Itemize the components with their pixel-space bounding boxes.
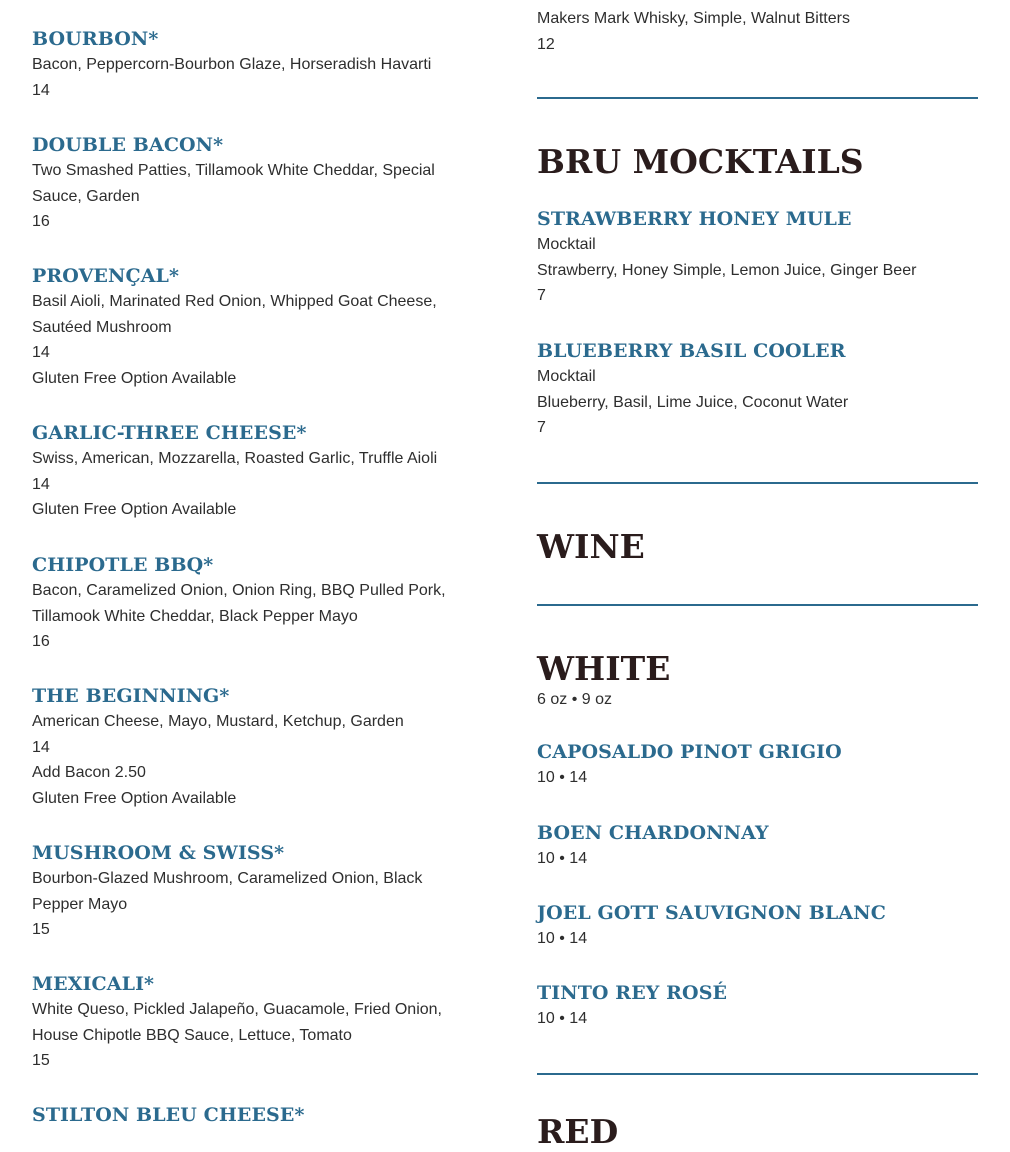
item-description: Bacon, Caramelized Onion, Onion Ring, BBQ Pulled Pork, bbox=[32, 582, 446, 599]
item-description: Bacon, Peppercorn-Bourbon Glaze, Horseradish Havarti bbox=[32, 56, 432, 73]
item-price: 10 • 14 bbox=[537, 769, 588, 786]
item-note: Gluten Free Option Available bbox=[32, 789, 237, 807]
item-title: MEXICALI* bbox=[32, 973, 155, 995]
item-description: Strawberry, Honey Simple, Lemon Juice, Ginger Beer bbox=[537, 261, 917, 279]
item-description: White Queso, Pickled Jalapeño, Guacamole, Fried Onion, bbox=[32, 1001, 442, 1018]
menu-item-strawberry-honey-mule bbox=[537, 206, 978, 309]
section-title-wine: WINE bbox=[537, 527, 645, 566]
item-note: Gluten Free Option Available bbox=[32, 369, 237, 387]
menu-item-tinto-rey-rose bbox=[537, 980, 978, 1032]
section-divider bbox=[537, 482, 978, 484]
item-price: 14 bbox=[32, 475, 50, 493]
item-price: 10 • 14 bbox=[537, 930, 588, 947]
item-description: Makers Mark Whisky, Simple, Walnut Bitters bbox=[537, 10, 850, 27]
menu-item-mushroom-swiss bbox=[32, 840, 472, 943]
menu-item-mexicali bbox=[32, 971, 472, 1074]
item-description: Tillamook White Cheddar, Black Pepper Mayo bbox=[32, 607, 358, 625]
item-title: DOUBLE BACON* bbox=[32, 134, 224, 156]
item-title: CHIPOTLE BBQ* bbox=[32, 554, 214, 576]
item-price: 7 bbox=[537, 287, 546, 304]
item-note: Gluten Free Option Available bbox=[32, 501, 237, 518]
menu-item-provencal bbox=[32, 263, 472, 391]
menu-item-boen-chardonnay bbox=[537, 820, 978, 872]
section-title-white: WHITE bbox=[537, 649, 671, 688]
menu-item-blueberry-basil-cooler bbox=[537, 338, 978, 441]
item-price: 7 bbox=[537, 419, 546, 436]
section-title-red: RED bbox=[537, 1112, 619, 1151]
item-addon: Add Bacon 2.50 bbox=[32, 764, 146, 781]
item-description: Basil Aioli, Marinated Red Onion, Whipped Goat Cheese, bbox=[32, 293, 437, 310]
item-title: THE BEGINNING* bbox=[32, 685, 230, 707]
item-price: 16 bbox=[32, 213, 50, 230]
item-title: STRAWBERRY HONEY MULE bbox=[537, 208, 852, 230]
item-type: Mocktail bbox=[537, 236, 596, 253]
item-description: Blueberry, Basil, Lime Juice, Coconut Water bbox=[537, 393, 849, 411]
item-price: 10 • 14 bbox=[537, 1010, 588, 1027]
item-title: CAPOSALDO PINOT GRIGIO bbox=[537, 741, 842, 763]
item-title: BOEN CHARDONNAY bbox=[537, 822, 769, 844]
menu-item-chipotle-bbq bbox=[32, 552, 472, 655]
menu-item-stilton-bleu-cheese bbox=[32, 1102, 472, 1128]
item-price: 15 bbox=[32, 1052, 50, 1069]
section-subtitle-pour-sizes: 6 oz • 9 oz bbox=[537, 691, 612, 708]
item-price: 16 bbox=[32, 633, 50, 650]
item-price: 14 bbox=[32, 81, 50, 99]
item-description: House Chipotle BBQ Sauce, Lettuce, Tomato bbox=[32, 1026, 352, 1044]
item-title: BLUEBERRY BASIL COOLER bbox=[537, 340, 846, 362]
section-divider bbox=[537, 604, 978, 606]
item-type: Mocktail bbox=[537, 368, 596, 385]
menu-item-double-bacon bbox=[32, 132, 472, 235]
item-title: BOURBON* bbox=[32, 28, 159, 50]
menu-item-bourbon bbox=[32, 26, 472, 103]
item-price: 10 • 14 bbox=[537, 850, 588, 867]
section-title-mocktails: BRU MOCKTAILS bbox=[537, 142, 864, 181]
item-title: JOEL GOTT SAUVIGNON BLANC bbox=[537, 902, 886, 924]
section-divider bbox=[537, 1073, 978, 1075]
item-title: TINTO REY ROSÉ bbox=[537, 982, 728, 1004]
item-price: 12 bbox=[537, 35, 555, 53]
menu-item-caposaldo-pinot-grigio bbox=[537, 739, 978, 791]
item-description: Sauce, Garden bbox=[32, 187, 140, 205]
item-title: MUSHROOM & SWISS* bbox=[32, 842, 285, 864]
item-description: American Cheese, Mayo, Mustard, Ketchup, Garden bbox=[32, 713, 404, 730]
menu-item-joel-gott-sauvignon-blanc bbox=[537, 900, 978, 952]
section-divider bbox=[537, 97, 978, 99]
item-description: Two Smashed Patties, Tillamook White Cheddar, Special bbox=[32, 162, 435, 179]
item-description: Swiss, American, Mozzarella, Roasted Garlic, Truffle Aioli bbox=[32, 450, 438, 467]
menu-item-garlic-three-cheese bbox=[32, 420, 472, 523]
item-price: 14 bbox=[32, 738, 50, 756]
item-title: STILTON BLEU CHEESE* bbox=[32, 1104, 305, 1126]
menu-item-the-beginning bbox=[32, 683, 472, 811]
item-title: PROVENÇAL* bbox=[32, 265, 180, 287]
item-title: GARLIC-THREE CHEESE* bbox=[32, 422, 307, 444]
item-description: Sautéed Mushroom bbox=[32, 318, 172, 336]
item-price: 14 bbox=[32, 344, 50, 361]
menu-item-cocktail-continued bbox=[537, 6, 978, 57]
item-description: Bourbon-Glazed Mushroom, Caramelized Onion, Black bbox=[32, 870, 423, 887]
item-price: 15 bbox=[32, 921, 50, 938]
item-description: Pepper Mayo bbox=[32, 895, 128, 913]
